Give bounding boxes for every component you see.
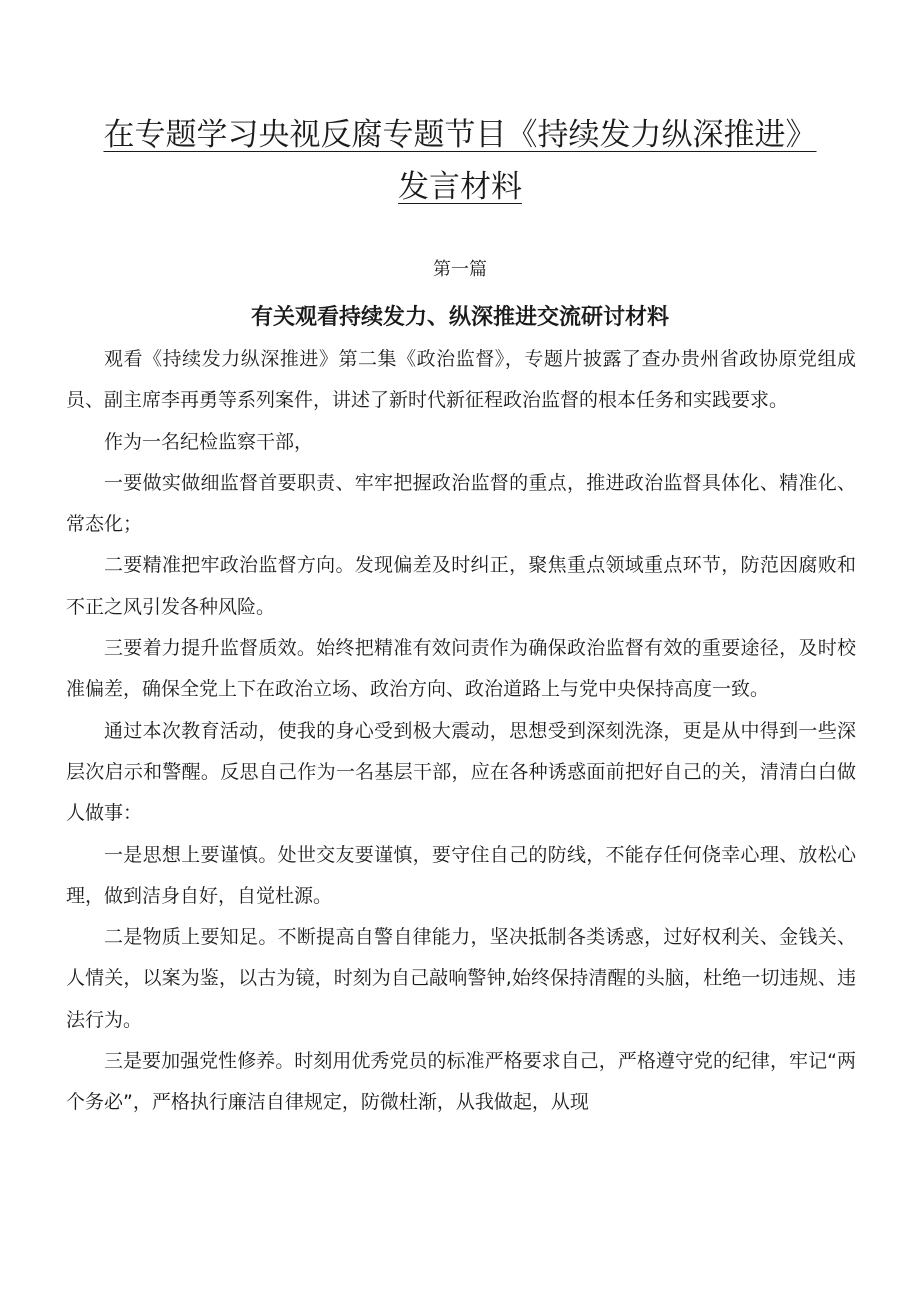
paragraph: 一要做实做细监督首要职责、牢牢把握政治监督的重点，推进政治监督具体化、精准化、常态化； [66, 471, 856, 536]
paragraph: 二是物质上要知足。不断提高自警自律能力，坚决抵制各类诱惑，过好权利关、金钱关、人情关，以案为鉴，以古为镜，时刻为自己敲响警钟,始终保持清醒的头脑，杜绝一切违规、违法行为。 [66, 926, 856, 1031]
paragraph: 一是思想上要谨慎。处世交友要谨慎，要守住自己的防线，不能存任何侥幸心理、放松心理，做到洁身自好，自觉杜源。 [66, 843, 856, 907]
paragraph: 观看《持续发力纵深推进》第二集《政治监督》，专题片披露了查办贵州省政协原党组成员、副主席李再勇等系列案件，讲述了新时代新征程政治监督的根本任务和实践要求。 [66, 348, 856, 412]
document-title-line-2: 发言材料 [398, 169, 522, 205]
paragraph: 三要着力提升监督质效。始终把精准有效问责作为确保政治监督有效的重要途径，及时校准偏差，确保全党上下在政治立场、政治方向、政治道路上与党中央保持高度一致。 [66, 637, 856, 701]
paragraph: 通过本次教育活动，使我的身心受到极大震动，思想受到深刻洗涤，更是从中得到一些深层次启示和警醒。反思自己作为一名基层干部，应在各种诱惑面前把好自己的关，清清白白做人做事： [66, 719, 856, 825]
paragraph: 三是要加强党性修养。时刻用优秀党员的标准严格要求自己，严格遵守党的纪律，牢记“两个务必”，严格执行廉洁自律规定，防微杜渐，从我做起，从现 [66, 1050, 856, 1114]
article-heading: 有关观看持续发力、纵深推进交流研讨材料 [250, 305, 669, 330]
document-title-line-1: 在专题学习央视反腐专题节目《持续发力纵深推进》 [103, 117, 817, 153]
section-label: 第一篇 [433, 259, 487, 280]
article-body [66, 339, 856, 1124]
paragraph: 二要精准把牢政治监督方向。发现偏差及时纠正，聚焦重点领域重点环节，防范因腐败和不正之风引发各种风险。 [66, 554, 856, 618]
paragraph: 作为一名纪检监察干部， [104, 430, 314, 453]
